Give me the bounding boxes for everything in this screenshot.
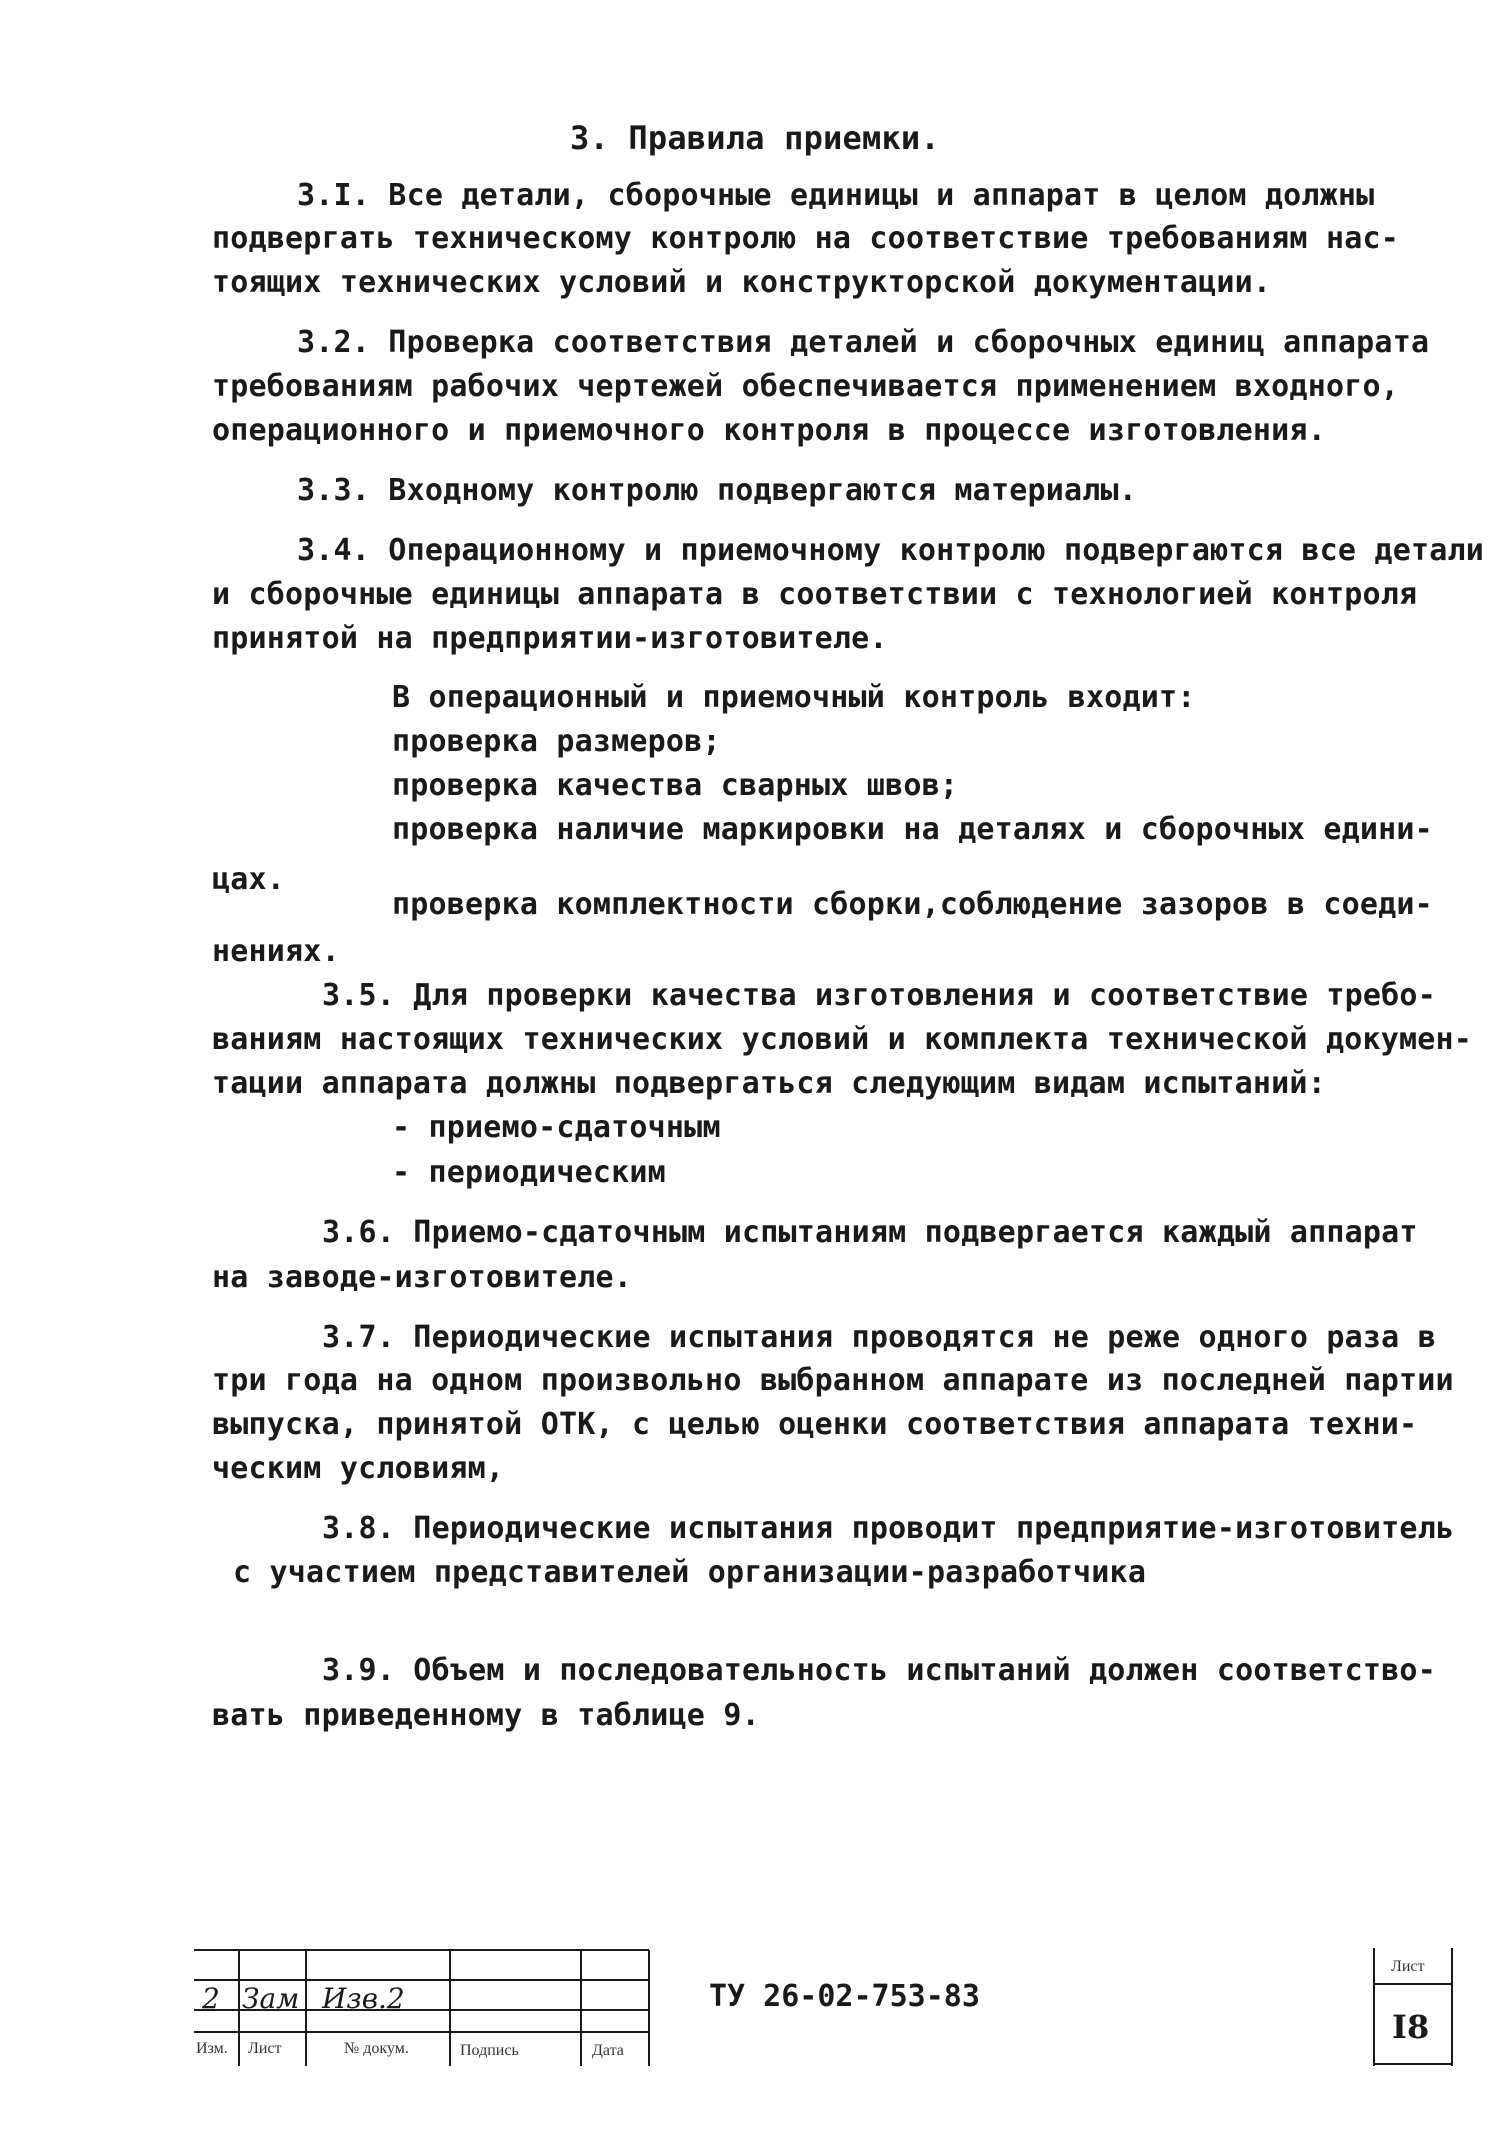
caption-izm: Изм. (196, 2040, 228, 2057)
paragraph-line: принятой на предприятии-изготовителе. (212, 621, 888, 656)
paragraph-line: 3.I. Все детали, сборочные единицы и аппарат в целом должны (297, 178, 1375, 213)
list-line: проверка размеров; (392, 724, 721, 759)
paragraph-line: вать приведенному в таблице 9. (212, 1698, 760, 1733)
notice-number: Изв.2 (322, 1982, 405, 2015)
paragraph-line: 3.4. Операционному и приемочному контролю подвергаются все детали (297, 533, 1484, 568)
paragraph-line: 3.5. Для проверки качества изготовления и соответствие требо- (322, 978, 1436, 1013)
paragraph-line: с участием представителей организации-разработчика (233, 1555, 1147, 1590)
list-line: цах. (212, 862, 286, 897)
list-line: - периодическим (392, 1155, 666, 1190)
paragraph-line: на заводе-изготовителе. (212, 1260, 633, 1295)
paragraph-line: 3.9. Объем и последовательность испытаний должен соответство- (322, 1653, 1436, 1688)
paragraph-line: подвергать техническому контролю на соответствие требованиям нас- (212, 221, 1399, 256)
sheet-number: I8 (1392, 2008, 1430, 2046)
change-number: 2 (202, 1982, 220, 2015)
sheet-label: Лист (1391, 1958, 1425, 1975)
paragraph-line: ческим условиям, (212, 1451, 505, 1486)
section-title: 3. Правила приемки. (570, 119, 940, 157)
paragraph-line: 3.3. Входному контролю подвергаются материалы. (297, 473, 1138, 508)
list-line: В операционный и приемочный контроль входит: (392, 680, 1196, 715)
paragraph-line: 3.6. Приемо-сдаточным испытаниям подвергается каждый аппарат (322, 1215, 1418, 1250)
paragraph-line: тации аппарата должны подвергаться следующим видам испытаний: (212, 1066, 1326, 1101)
caption-doc-number: № докум. (344, 2040, 409, 2057)
paragraph-line: операционного и приемочного контроля в процессе изготовления. (212, 413, 1326, 448)
caption-list: Лист (248, 2040, 282, 2057)
paragraph-line: 3.2. Проверка соответствия деталей и сборочных единиц аппарата (297, 325, 1430, 360)
paragraph-line: требованиям рабочих чертежей обеспечивается применением входного, (212, 369, 1399, 404)
list-line: нениях. (212, 934, 340, 969)
list-line: проверка комплектности сборки,соблюдение зазоров в соеди- (392, 887, 1433, 922)
paragraph-line: ваниям настоящих технических условий и комплекта технической докумен- (212, 1022, 1473, 1057)
paragraph-line: 3.7. Периодические испытания проводятся не реже одного раза в (322, 1320, 1436, 1355)
list-line: - приемо-сдаточным (392, 1110, 721, 1145)
title-block (194, 1948, 1459, 2066)
paragraph-line: и сборочные единицы аппарата в соответствии с технологией контроля (212, 577, 1418, 612)
list-line: проверка качества сварных швов; (392, 768, 959, 803)
paragraph-line: выпуска, принятой ОТК, с целью оценки соответствия аппарата техни- (212, 1407, 1418, 1442)
caption-signature: Подпись (460, 2042, 519, 2059)
caption-date: Дата (592, 2042, 624, 2059)
paragraph-line: тоящих технических условий и конструкторской документации. (212, 265, 1272, 300)
paragraph-line: 3.8. Периодические испытания проводит предприятие-изготовитель (322, 1511, 1455, 1546)
change-type: Зам (242, 1982, 300, 2015)
list-line: проверка наличие маркировки на деталях и сборочных едини- (392, 812, 1433, 847)
paragraph-line: три года на одном произвольно выбранном аппарате из последней партии (212, 1363, 1454, 1398)
document-code: ТУ 26-02-753-83 (709, 1979, 980, 2014)
